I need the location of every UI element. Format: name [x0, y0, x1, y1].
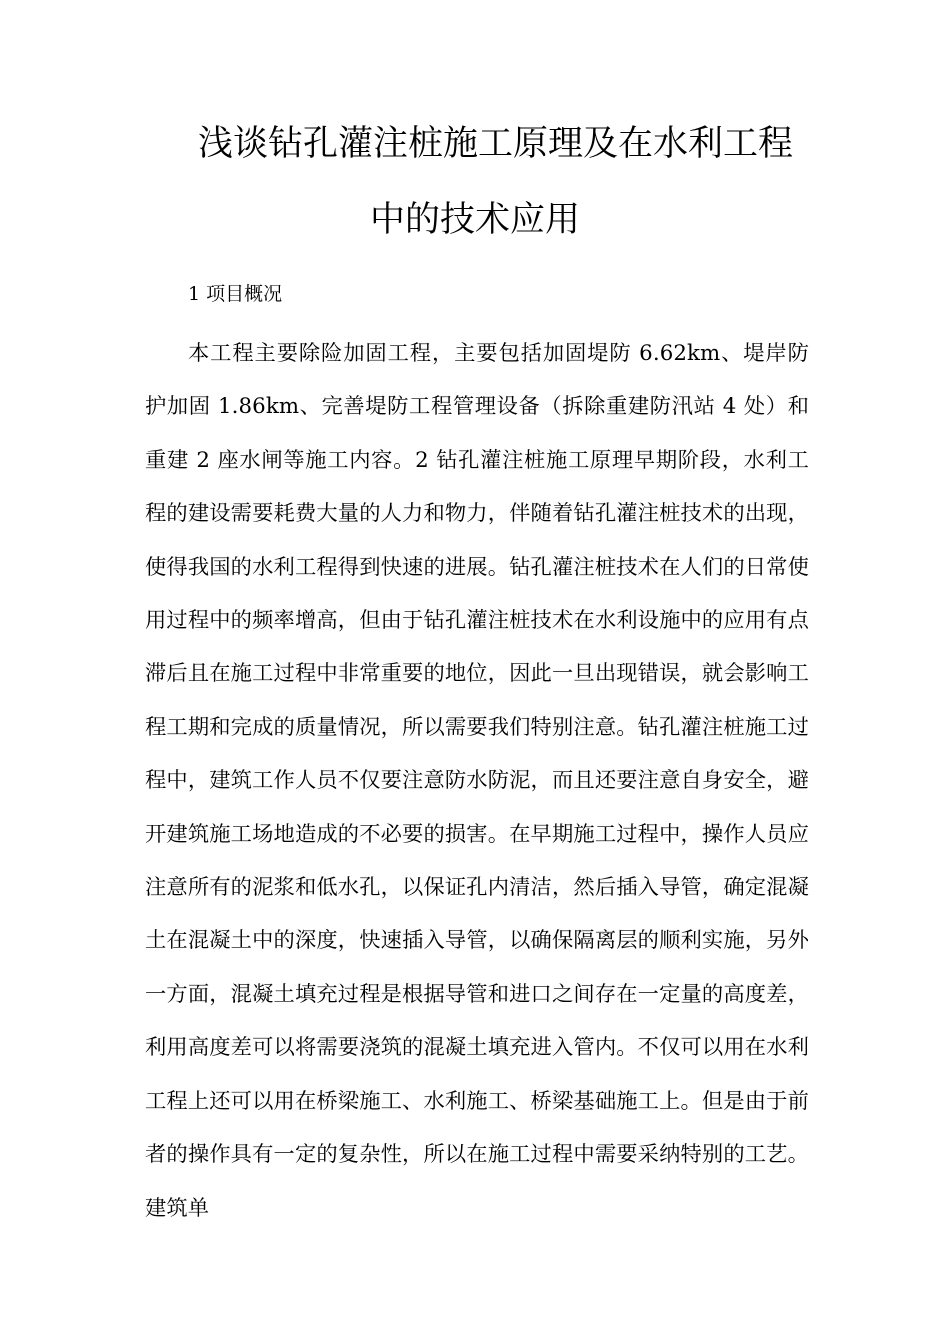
- document-title-line-1: 浅谈钻孔灌注桩施工原理及在水利工程: [197, 124, 793, 164]
- document-title-line-2: 中的技术应用: [369, 200, 580, 240]
- section-heading: 1 项目概况: [188, 283, 283, 305]
- body-paragraph: 本工程主要除险加固工程，主要包括加固堤防 6.62km、堤岸防护加固 1.86km、完善堤防工程管理设备（拆除重建防汛站 4 处）和重建 2 座水闸等施工内容。2 钻孔灌注桩施工原理早期阶段，水利工程的建设需要耗费大量的人力和物力，伴随着钻孔灌注桩技术的出现，使得我国的水利工程得到快速的进展。钻孔灌注桩技术在人们的日常使用过程中的频率增高，但由于钻孔灌注桩技术在水利设施中的应用有点滞后且在施工过程中非常重要的地位，因此一旦出现错误，就会影响工程工期和完成的质量情况，所以需要我们特别注意。钻孔灌注桩施工过程中，建筑工作人员不仅要注意防水防泥，而且还要注意自身安全，避开建筑施工场地造成的不必要的损害。在早期施工过程中，操作人员应注意所有的泥浆和低水孔，以保证孔内清洁，然后插入导管，确定混凝土在混凝土中的深度，快速插入导管，以确保隔离层的顺利实施，另外一方面，混凝土填充过程是根据导管和进口之间存在一定量的高度差，利用高度差可以将需要浇筑的混凝土填充进入管内。不仅可以用在水利工程上还可以用在桥梁施工、水利施工、桥梁基础施工上。但是由于前者的操作具有一定的复杂性，所以在施工过程中需要采纳特别的工艺。建筑单: [145, 341, 809, 1221]
